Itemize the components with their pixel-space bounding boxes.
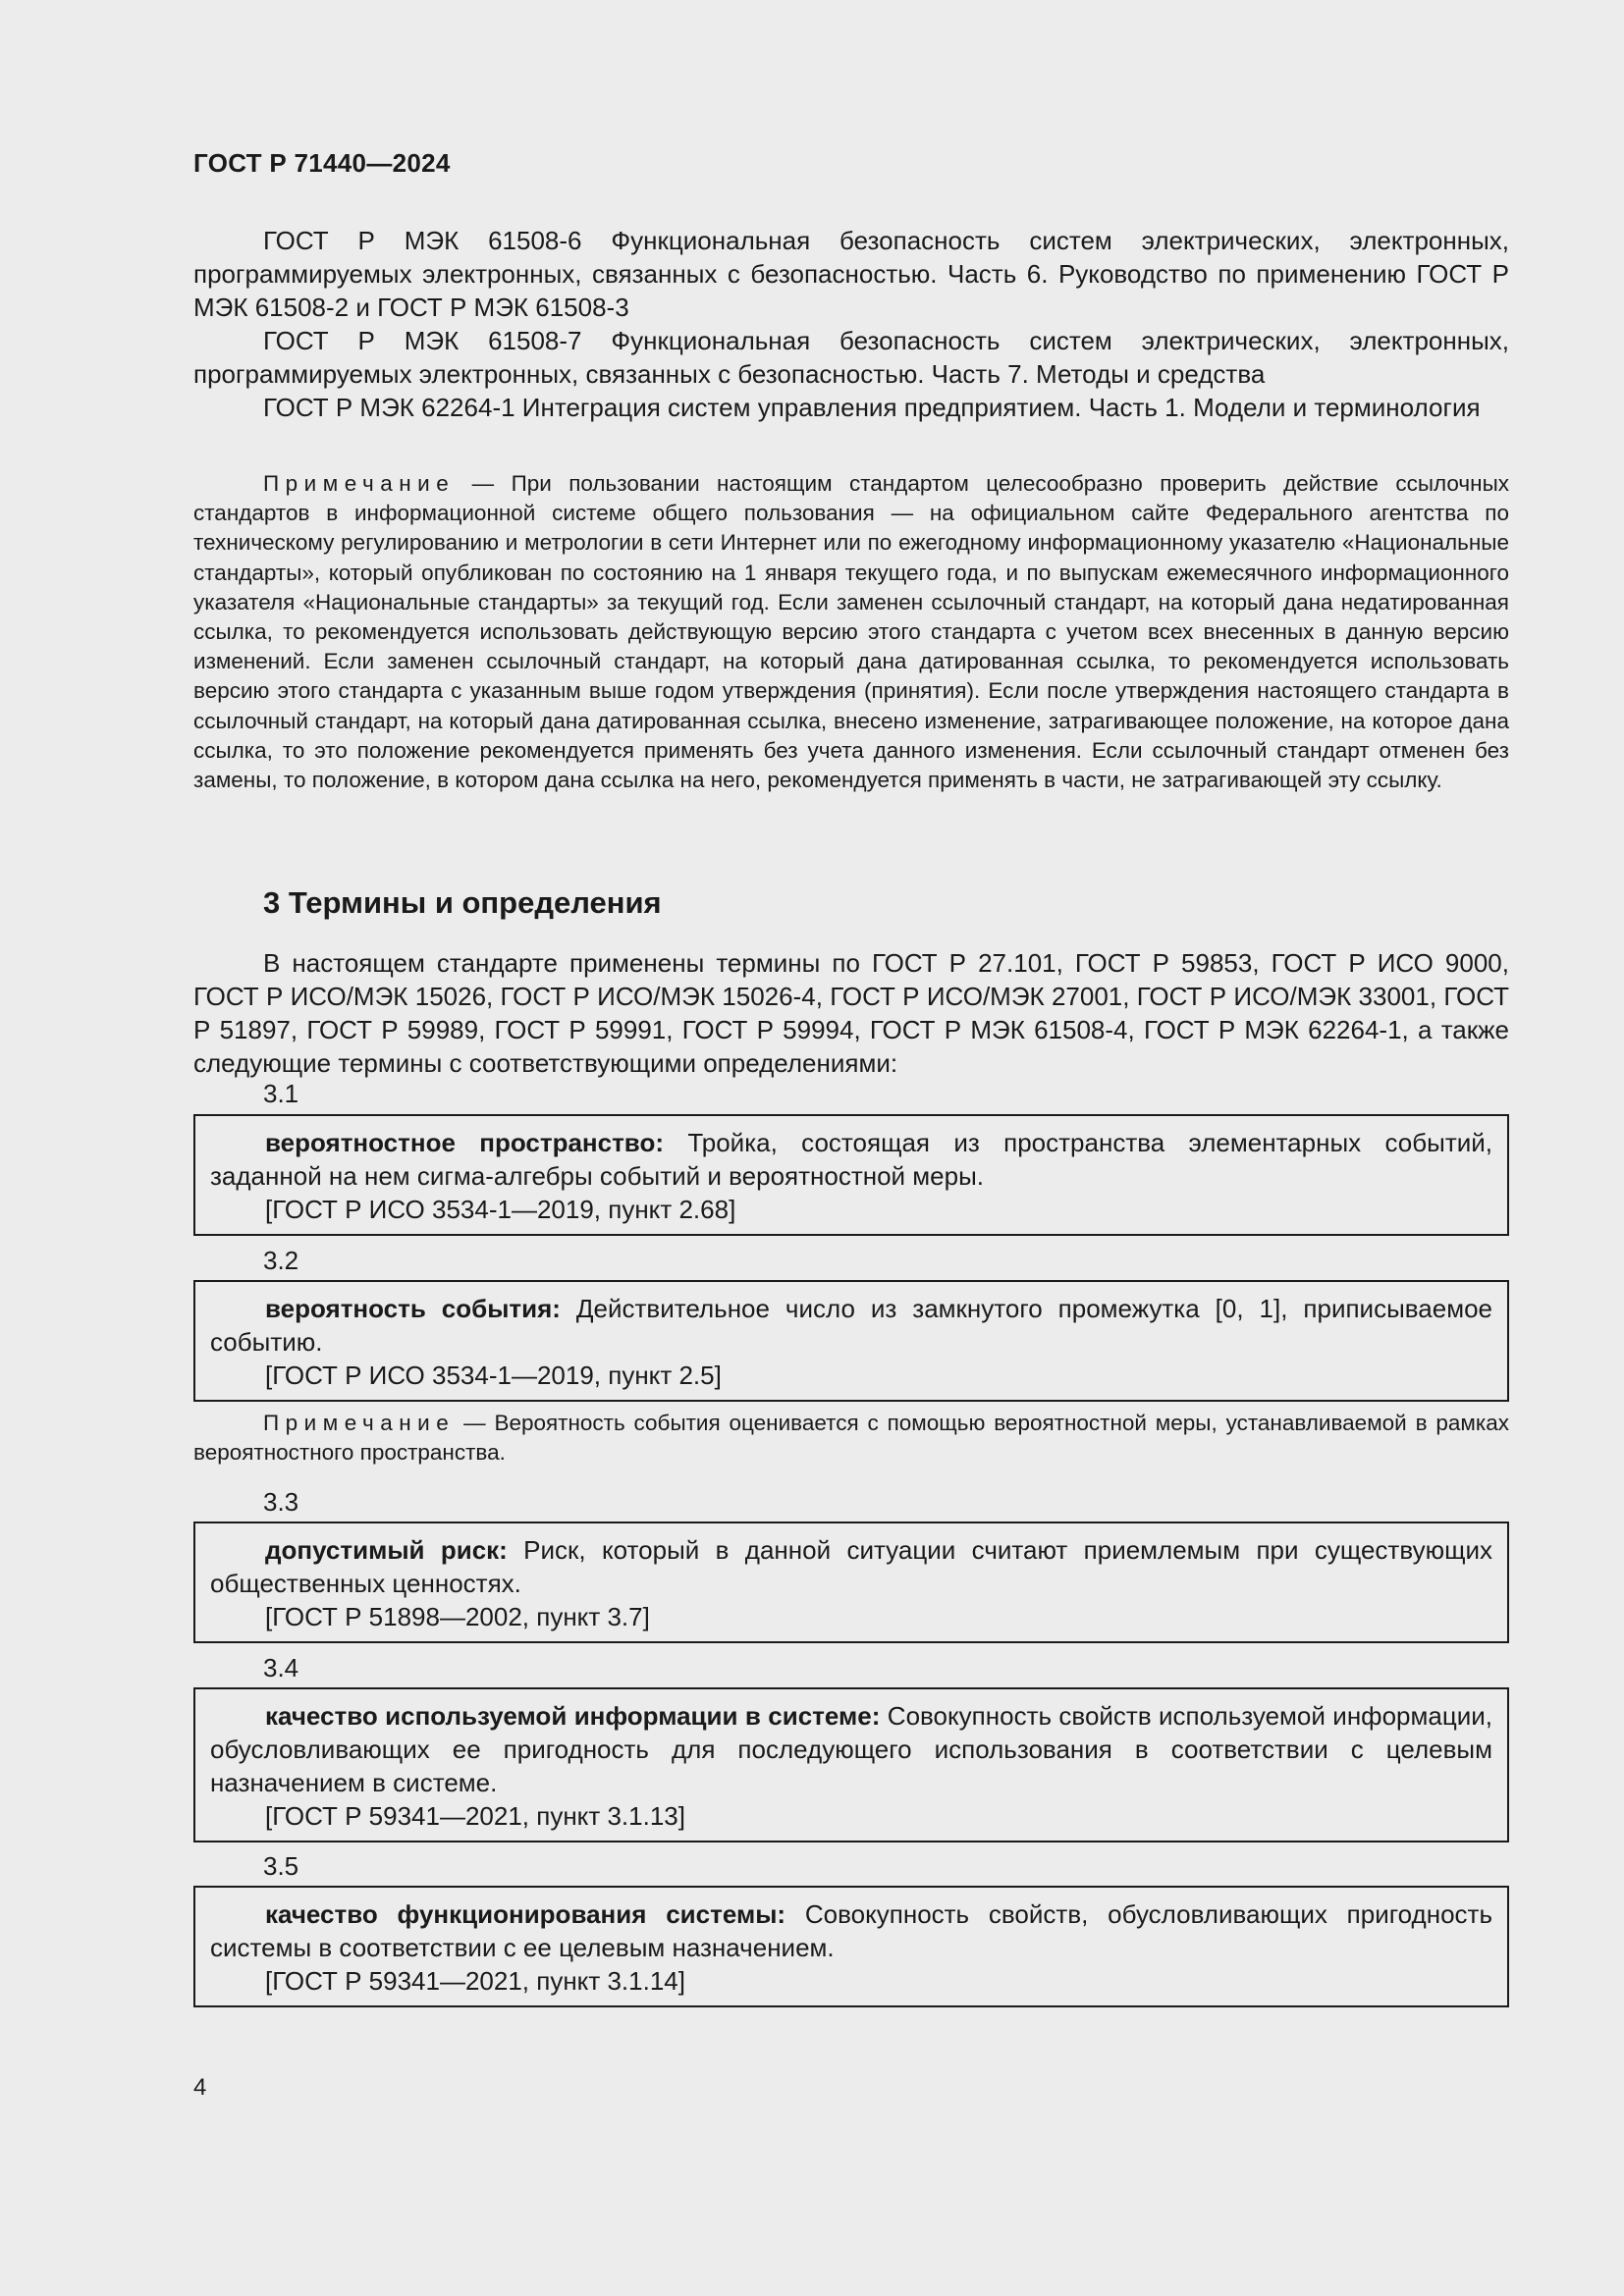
document-code-header: ГОСТ Р 71440—2024	[193, 148, 451, 178]
term-box	[193, 1687, 1509, 1842]
note-label: Примечание	[263, 1411, 456, 1435]
term-name: допустимый риск:	[265, 1535, 508, 1565]
term-name: вероятность события:	[265, 1294, 561, 1323]
term-name: качество функционирования системы:	[265, 1899, 786, 1929]
term-note	[193, 1409, 1509, 1468]
term-definition-text: Совокупность свойств, обусловливающих пригодность системы в соответствии с ее целевым назначением.	[210, 1899, 1492, 1962]
note-text: При пользовании настоящим стандартом целесообразно проверить действие ссылочных стандартов в информационной системе общего пользования — на официальном сайте Федерального агентства по техническому регулированию и метрологии в сети Интернет или по ежегодному информационному указателю «Национальные стандарты», который опубликован по состоянию на 1 января текущего года, и по выпускам ежемесячного информационного указателя «Национальные стандарты» за текущий год. Если заменен ссылочный стандарт, на который дана недатированная ссылка, то рекомендуется использовать действующую версию этого стандарта с учетом всех внесенных в данную версию изменений. Если заменен ссылочный стандарт, на который дана датированная ссылка, то рекомендуется использовать версию этого стандарта с указанным выше годом утверждения (принятия). Если после утверждения настоящего стандарта в ссылочный стандарт, на который дана датированная ссылка, внесено изменение, затрагивающее положение, на которое дана ссылка, то это положение рекомендуется применять без учета данного изменения. Если ссылочный стандарт отменен без замены, то положение, в котором дана ссылка на него, рекомендуется применять в части, не затрагивающей эту ссылку.	[193, 471, 1509, 793]
term-definition-text: Тройка, состоящая из пространства элементарных событий, заданной на нем сигма-алгебры событий и вероятностной меры.	[210, 1128, 1493, 1191]
term-definition	[210, 1533, 1492, 1600]
term-source: [ГОСТ Р 51898—2002, пункт 3.7]	[265, 1602, 650, 1631]
note-dash: —	[455, 471, 512, 496]
reference-item: ГОСТ Р МЭК 62264-1 Интеграция систем управления предприятием. Часть 1. Модели и терминология	[263, 393, 1481, 422]
section-title: 3 Термины и определения	[263, 885, 662, 920]
section-intro: В настоящем стандарте применены термины по ГОСТ Р 27.101, ГОСТ Р 59853, ГОСТ Р ИСО 9000, ГОСТ Р ИСО/МЭК 15026, ГОСТ Р ИСО/МЭК 15026-4, ГОСТ Р ИСО/МЭК 27001, ГОСТ Р ИСО/МЭК 33001, ГОСТ Р 51897, ГОСТ Р 59989, ГОСТ Р 59991, ГОСТ Р 59994, ГОСТ Р МЭК 61508-4, ГОСТ Р МЭК 62264-1, а также следующие термины с соответствующими определениями:	[193, 948, 1509, 1078]
term-number: 3.4	[263, 1653, 299, 1682]
term-source: [ГОСТ Р 59341—2021, пункт 3.1.14]	[265, 1966, 685, 1996]
term-definition-text: Риск, который в данной ситуации считают приемлемым при существующих общественных ценностях.	[210, 1535, 1492, 1598]
term-box	[193, 1522, 1509, 1643]
term-number: 3.3	[263, 1487, 299, 1517]
note-dash: —	[455, 1411, 495, 1435]
term-definition	[210, 1292, 1492, 1359]
term-definition	[210, 1897, 1492, 1964]
term-source: [ГОСТ Р ИСО 3534-1—2019, пункт 2.5]	[265, 1361, 722, 1390]
term-definition-text: Совокупность свойств используемой информации, обусловливающих ее пригодность для последующего использования в соответствии с целевым назначением в системе.	[210, 1701, 1492, 1797]
term-source: [ГОСТ Р ИСО 3534-1—2019, пункт 2.68]	[265, 1195, 736, 1224]
page-number: 4	[193, 2074, 207, 2101]
term-definition-text: Действительное число из замкнутого промежутка [0, 1], приписываемое событию.	[210, 1294, 1492, 1357]
term-box	[193, 1280, 1509, 1402]
term-definition	[210, 1126, 1492, 1193]
references-note	[193, 469, 1509, 795]
term-name: качество используемой информации в системе:	[265, 1701, 881, 1731]
term-box	[193, 1886, 1509, 2007]
note-label: Примечание	[263, 471, 456, 496]
note-text: Вероятность события оценивается с помощью вероятностной меры, устанавливаемой в рамках вероятностного пространства.	[193, 1411, 1509, 1466]
term-definition	[210, 1699, 1492, 1799]
term-number: 3.1	[263, 1079, 299, 1108]
term-number: 3.5	[263, 1851, 299, 1881]
term-source: [ГОСТ Р 59341—2021, пункт 3.1.13]	[265, 1801, 685, 1831]
term-box	[193, 1114, 1509, 1236]
term-number: 3.2	[263, 1246, 299, 1275]
reference-item: ГОСТ Р МЭК 61508-7 Функциональная безопасность систем электрических, электронных, программируемых электронных, связанных с безопасностью. Часть 7. Методы и средства	[193, 326, 1509, 389]
term-name: вероятностное пространство:	[265, 1128, 664, 1157]
normative-references	[193, 224, 1509, 424]
reference-item: ГОСТ Р МЭК 61508-6 Функциональная безопасность систем электрических, электронных, программируемых электронных, связанных с безопасностью. Часть 6. Руководство по применению ГОСТ Р МЭК 61508-2 и ГОСТ Р МЭК 61508-3	[193, 226, 1509, 322]
